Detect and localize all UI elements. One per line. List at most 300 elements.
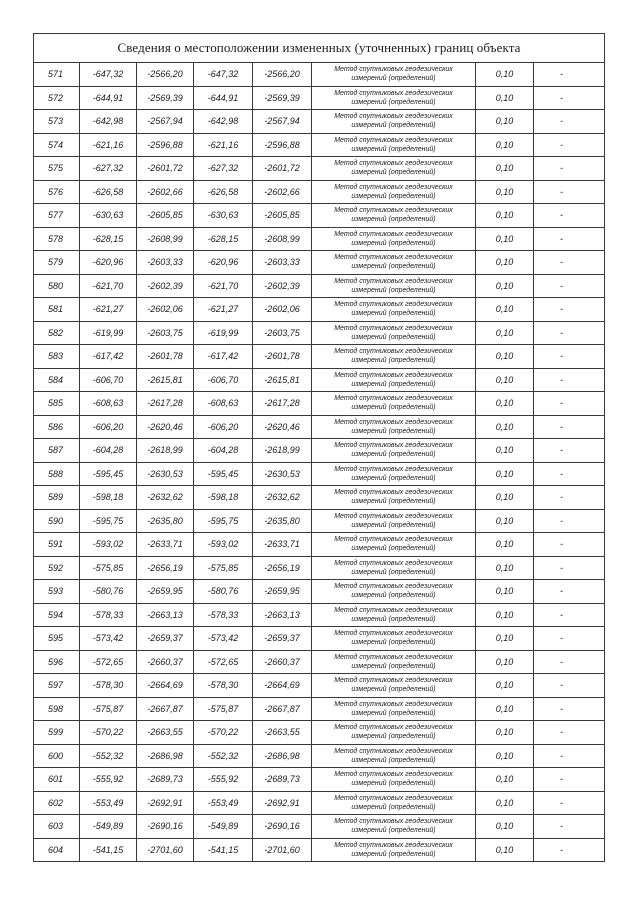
new-x-cell: -621,27 [194, 298, 253, 322]
existing-x-cell: -598,18 [80, 486, 137, 510]
accuracy-cell: 0,10 [476, 721, 534, 745]
new-x-cell: -552,32 [194, 744, 253, 768]
existing-y-cell: -2701,60 [137, 838, 194, 862]
new-x-cell: -595,75 [194, 509, 253, 533]
method-line-1: Метод спутниковых геодезических [334, 583, 453, 591]
point-number-cell: 577 [34, 204, 80, 228]
note-cell: - [534, 768, 605, 792]
method-line-2: измерений (определений) [351, 380, 436, 388]
method-cell [312, 63, 476, 87]
new-y-cell: -2656,19 [253, 556, 312, 580]
accuracy-cell: 0,10 [476, 533, 534, 557]
existing-x-cell: -620,96 [80, 251, 137, 275]
existing-y-cell: -2596,88 [137, 133, 194, 157]
new-y-cell: -2602,06 [253, 298, 312, 322]
existing-y-cell: -2686,98 [137, 744, 194, 768]
existing-y-cell: -2605,85 [137, 204, 194, 228]
accuracy-cell: 0,10 [476, 180, 534, 204]
accuracy-cell: 0,10 [476, 345, 534, 369]
new-x-cell: -606,20 [194, 415, 253, 439]
method-line-1: Метод спутниковых геодезических [334, 465, 453, 473]
method-line-1: Метод спутниковых геодезических [334, 630, 453, 638]
existing-x-cell: -621,27 [80, 298, 137, 322]
point-number-cell: 572 [34, 86, 80, 110]
accuracy-cell: 0,10 [476, 298, 534, 322]
existing-x-cell: -621,16 [80, 133, 137, 157]
method-line-2: измерений (определений) [351, 803, 436, 811]
point-number-cell: 604 [34, 838, 80, 862]
existing-y-cell: -2601,78 [137, 345, 194, 369]
point-number-cell: 599 [34, 721, 80, 745]
note-cell: - [534, 298, 605, 322]
point-number-cell: 575 [34, 157, 80, 181]
existing-x-cell: -619,99 [80, 321, 137, 345]
accuracy-cell: 0,10 [476, 697, 534, 721]
method-cell [312, 321, 476, 345]
existing-y-cell: -2659,37 [137, 627, 194, 651]
accuracy-cell: 0,10 [476, 415, 534, 439]
method-line-2: измерений (определений) [351, 639, 436, 647]
point-number-cell: 583 [34, 345, 80, 369]
existing-x-cell: -647,32 [80, 63, 137, 87]
method-line-2: измерений (определений) [351, 474, 436, 482]
new-y-cell: -2663,13 [253, 603, 312, 627]
method-line-1: Метод спутниковых геодезических [334, 183, 453, 191]
accuracy-cell: 0,10 [476, 627, 534, 651]
existing-x-cell: -572,65 [80, 650, 137, 674]
method-line-2: измерений (определений) [351, 98, 436, 106]
new-y-cell: -2660,37 [253, 650, 312, 674]
new-y-cell: -2596,88 [253, 133, 312, 157]
table-row [34, 556, 605, 580]
method-line-1: Метод спутниковых геодезических [334, 677, 453, 685]
table-row [34, 627, 605, 651]
point-number-cell: 601 [34, 768, 80, 792]
table-row [34, 63, 605, 87]
method-line-2: измерений (определений) [351, 192, 436, 200]
new-x-cell: -647,32 [194, 63, 253, 87]
existing-y-cell: -2633,71 [137, 533, 194, 557]
table-row [34, 415, 605, 439]
method-cell [312, 298, 476, 322]
new-x-cell: -549,89 [194, 815, 253, 839]
existing-x-cell: -606,70 [80, 368, 137, 392]
note-cell: - [534, 133, 605, 157]
existing-y-cell: -2620,46 [137, 415, 194, 439]
existing-y-cell: -2690,16 [137, 815, 194, 839]
existing-y-cell: -2663,55 [137, 721, 194, 745]
accuracy-cell: 0,10 [476, 509, 534, 533]
point-number-cell: 581 [34, 298, 80, 322]
method-cell [312, 345, 476, 369]
table-row [34, 462, 605, 486]
new-x-cell: -575,87 [194, 697, 253, 721]
table-row [34, 321, 605, 345]
document-sheet [33, 33, 604, 862]
method-line-2: измерений (определений) [351, 263, 436, 271]
method-line-1: Метод спутниковых геодезических [334, 66, 453, 74]
note-cell: - [534, 509, 605, 533]
new-x-cell: -598,18 [194, 486, 253, 510]
method-line-2: измерений (определений) [351, 498, 436, 506]
method-line-2: измерений (определений) [351, 662, 436, 670]
existing-y-cell: -2608,99 [137, 227, 194, 251]
method-cell [312, 204, 476, 228]
new-y-cell: -2692,91 [253, 791, 312, 815]
method-line-2: измерений (определений) [351, 850, 436, 858]
accuracy-cell: 0,10 [476, 556, 534, 580]
method-cell [312, 462, 476, 486]
table-body [34, 63, 605, 862]
existing-y-cell: -2617,28 [137, 392, 194, 416]
point-number-cell: 574 [34, 133, 80, 157]
new-y-cell: -2633,71 [253, 533, 312, 557]
note-cell: - [534, 227, 605, 251]
method-line-2: измерений (определений) [351, 310, 436, 318]
accuracy-cell: 0,10 [476, 603, 534, 627]
accuracy-cell: 0,10 [476, 227, 534, 251]
new-x-cell: -627,32 [194, 157, 253, 181]
existing-y-cell: -2603,75 [137, 321, 194, 345]
new-y-cell: -2569,39 [253, 86, 312, 110]
note-cell: - [534, 462, 605, 486]
existing-x-cell: -621,70 [80, 274, 137, 298]
method-line-1: Метод спутниковых геодезических [334, 113, 453, 121]
existing-y-cell: -2689,73 [137, 768, 194, 792]
method-line-1: Метод спутниковых геодезических [334, 254, 453, 262]
accuracy-cell: 0,10 [476, 368, 534, 392]
existing-y-cell: -2602,06 [137, 298, 194, 322]
point-number-cell: 594 [34, 603, 80, 627]
note-cell: - [534, 627, 605, 651]
existing-x-cell: -644,91 [80, 86, 137, 110]
method-cell [312, 768, 476, 792]
existing-x-cell: -642,98 [80, 110, 137, 134]
table-row [34, 251, 605, 275]
new-x-cell: -617,42 [194, 345, 253, 369]
note-cell: - [534, 251, 605, 275]
method-line-1: Метод спутниковых геодезических [334, 536, 453, 544]
method-cell [312, 86, 476, 110]
note-cell: - [534, 533, 605, 557]
point-number-cell: 589 [34, 486, 80, 510]
new-y-cell: -2617,28 [253, 392, 312, 416]
point-number-cell: 598 [34, 697, 80, 721]
method-line-1: Метод спутниковых геодезических [334, 89, 453, 97]
point-number-cell: 591 [34, 533, 80, 557]
existing-x-cell: -608,63 [80, 392, 137, 416]
new-y-cell: -2635,80 [253, 509, 312, 533]
note-cell: - [534, 204, 605, 228]
existing-y-cell: -2635,80 [137, 509, 194, 533]
point-number-cell: 596 [34, 650, 80, 674]
method-cell [312, 509, 476, 533]
method-line-1: Метод спутниковых геодезических [334, 395, 453, 403]
note-cell: - [534, 556, 605, 580]
new-x-cell: -555,92 [194, 768, 253, 792]
method-cell [312, 180, 476, 204]
new-y-cell: -2602,66 [253, 180, 312, 204]
note-cell: - [534, 86, 605, 110]
existing-y-cell: -2601,72 [137, 157, 194, 181]
method-line-1: Метод спутниковых геодезических [334, 700, 453, 708]
new-y-cell: -2605,85 [253, 204, 312, 228]
method-line-1: Метод спутниковых геодезических [334, 489, 453, 497]
boundary-points-table [33, 33, 605, 862]
new-y-cell: -2620,46 [253, 415, 312, 439]
new-x-cell: -626,58 [194, 180, 253, 204]
method-line-1: Метод спутниковых геодезических [334, 653, 453, 661]
method-cell [312, 674, 476, 698]
note-cell: - [534, 838, 605, 862]
accuracy-cell: 0,10 [476, 133, 534, 157]
note-cell: - [534, 345, 605, 369]
accuracy-cell: 0,10 [476, 791, 534, 815]
existing-x-cell: -617,42 [80, 345, 137, 369]
method-line-2: измерений (определений) [351, 427, 436, 435]
note-cell: - [534, 180, 605, 204]
new-y-cell: -2701,60 [253, 838, 312, 862]
accuracy-cell: 0,10 [476, 838, 534, 862]
new-y-cell: -2615,81 [253, 368, 312, 392]
new-y-cell: -2667,87 [253, 697, 312, 721]
table-row [34, 815, 605, 839]
note-cell: - [534, 603, 605, 627]
method-line-2: измерений (определений) [351, 404, 436, 412]
new-x-cell: -630,63 [194, 204, 253, 228]
new-y-cell: -2566,20 [253, 63, 312, 87]
existing-x-cell: -626,58 [80, 180, 137, 204]
new-x-cell: -619,99 [194, 321, 253, 345]
note-cell: - [534, 392, 605, 416]
new-y-cell: -2659,37 [253, 627, 312, 651]
existing-y-cell: -2660,37 [137, 650, 194, 674]
method-cell [312, 744, 476, 768]
new-y-cell: -2689,73 [253, 768, 312, 792]
point-number-cell: 571 [34, 63, 80, 87]
existing-y-cell: -2566,20 [137, 63, 194, 87]
existing-x-cell: -570,22 [80, 721, 137, 745]
existing-y-cell: -2567,94 [137, 110, 194, 134]
table-row [34, 533, 605, 557]
existing-y-cell: -2603,33 [137, 251, 194, 275]
point-number-cell: 603 [34, 815, 80, 839]
method-line-1: Метод спутниковых геодезических [334, 136, 453, 144]
method-cell [312, 439, 476, 463]
point-number-cell: 588 [34, 462, 80, 486]
method-line-1: Метод спутниковых геодезических [334, 559, 453, 567]
note-cell: - [534, 157, 605, 181]
table-row [34, 298, 605, 322]
method-line-2: измерений (определений) [351, 239, 436, 247]
note-cell: - [534, 674, 605, 698]
existing-x-cell: -578,30 [80, 674, 137, 698]
method-line-2: измерений (определений) [351, 145, 436, 153]
table-row [34, 157, 605, 181]
method-cell [312, 533, 476, 557]
table-row [34, 674, 605, 698]
table-row [34, 392, 605, 416]
existing-x-cell: -549,89 [80, 815, 137, 839]
accuracy-cell: 0,10 [476, 204, 534, 228]
existing-x-cell: -555,92 [80, 768, 137, 792]
existing-y-cell: -2659,95 [137, 580, 194, 604]
method-line-2: измерений (определений) [351, 545, 436, 553]
note-cell: - [534, 721, 605, 745]
accuracy-cell: 0,10 [476, 580, 534, 604]
existing-x-cell: -595,75 [80, 509, 137, 533]
new-x-cell: -553,49 [194, 791, 253, 815]
accuracy-cell: 0,10 [476, 486, 534, 510]
existing-y-cell: -2632,62 [137, 486, 194, 510]
existing-y-cell: -2569,39 [137, 86, 194, 110]
table-row [34, 133, 605, 157]
table-row [34, 650, 605, 674]
method-line-2: измерений (определений) [351, 521, 436, 529]
accuracy-cell: 0,10 [476, 321, 534, 345]
existing-y-cell: -2663,13 [137, 603, 194, 627]
new-y-cell: -2603,33 [253, 251, 312, 275]
point-number-cell: 592 [34, 556, 80, 580]
method-line-2: измерений (определений) [351, 592, 436, 600]
note-cell: - [534, 110, 605, 134]
table-row [34, 791, 605, 815]
method-line-2: измерений (определений) [351, 75, 436, 83]
new-y-cell: -2608,99 [253, 227, 312, 251]
method-line-2: измерений (определений) [351, 451, 436, 459]
table-title: Сведения о местоположении измененных (уточненных) границ объекта [34, 34, 605, 63]
existing-x-cell: -595,45 [80, 462, 137, 486]
table-row [34, 697, 605, 721]
point-number-cell: 584 [34, 368, 80, 392]
existing-x-cell: -630,63 [80, 204, 137, 228]
point-number-cell: 593 [34, 580, 80, 604]
new-x-cell: -593,02 [194, 533, 253, 557]
existing-y-cell: -2664,69 [137, 674, 194, 698]
existing-x-cell: -552,32 [80, 744, 137, 768]
method-cell [312, 580, 476, 604]
point-number-cell: 595 [34, 627, 80, 651]
existing-x-cell: -575,85 [80, 556, 137, 580]
new-x-cell: -620,96 [194, 251, 253, 275]
method-line-2: измерений (определений) [351, 709, 436, 717]
new-y-cell: -2686,98 [253, 744, 312, 768]
existing-y-cell: -2602,66 [137, 180, 194, 204]
point-number-cell: 602 [34, 791, 80, 815]
new-x-cell: -578,33 [194, 603, 253, 627]
method-cell [312, 274, 476, 298]
table-row [34, 227, 605, 251]
method-line-2: измерений (определений) [351, 733, 436, 741]
method-line-1: Метод спутниковых геодезических [334, 512, 453, 520]
point-number-cell: 576 [34, 180, 80, 204]
table-row [34, 345, 605, 369]
new-x-cell: -572,65 [194, 650, 253, 674]
method-line-2: измерений (определений) [351, 827, 436, 835]
new-y-cell: -2664,69 [253, 674, 312, 698]
existing-x-cell: -604,28 [80, 439, 137, 463]
method-cell [312, 133, 476, 157]
method-line-2: измерений (определений) [351, 333, 436, 341]
method-line-1: Метод спутниковых геодезических [334, 207, 453, 215]
table-row [34, 838, 605, 862]
new-y-cell: -2690,16 [253, 815, 312, 839]
table-row [34, 768, 605, 792]
method-line-1: Метод спутниковых геодезических [334, 230, 453, 238]
method-cell [312, 157, 476, 181]
new-x-cell: -621,16 [194, 133, 253, 157]
accuracy-cell: 0,10 [476, 674, 534, 698]
method-line-1: Метод спутниковых геодезических [334, 724, 453, 732]
point-number-cell: 573 [34, 110, 80, 134]
note-cell: - [534, 368, 605, 392]
method-cell [312, 791, 476, 815]
method-line-1: Метод спутниковых геодезических [334, 418, 453, 426]
existing-x-cell: -573,42 [80, 627, 137, 651]
method-line-2: измерений (определений) [351, 122, 436, 130]
accuracy-cell: 0,10 [476, 110, 534, 134]
method-cell [312, 815, 476, 839]
table-row [34, 274, 605, 298]
accuracy-cell: 0,10 [476, 768, 534, 792]
new-x-cell: -642,98 [194, 110, 253, 134]
existing-x-cell: -575,87 [80, 697, 137, 721]
method-cell [312, 627, 476, 651]
new-x-cell: -621,70 [194, 274, 253, 298]
table-row [34, 368, 605, 392]
note-cell: - [534, 274, 605, 298]
accuracy-cell: 0,10 [476, 439, 534, 463]
new-y-cell: -2601,78 [253, 345, 312, 369]
point-number-cell: 578 [34, 227, 80, 251]
point-number-cell: 586 [34, 415, 80, 439]
existing-x-cell: -580,76 [80, 580, 137, 604]
method-cell [312, 556, 476, 580]
method-line-1: Метод спутниковых геодезических [334, 324, 453, 332]
table-row [34, 486, 605, 510]
table-row [34, 509, 605, 533]
existing-x-cell: -627,32 [80, 157, 137, 181]
new-x-cell: -573,42 [194, 627, 253, 651]
method-cell [312, 392, 476, 416]
existing-x-cell: -541,15 [80, 838, 137, 862]
method-line-1: Метод спутниковых геодезических [334, 771, 453, 779]
existing-x-cell: -553,49 [80, 791, 137, 815]
point-number-cell: 590 [34, 509, 80, 533]
method-cell [312, 721, 476, 745]
accuracy-cell: 0,10 [476, 815, 534, 839]
method-cell [312, 368, 476, 392]
note-cell: - [534, 439, 605, 463]
new-y-cell: -2601,72 [253, 157, 312, 181]
new-y-cell: -2630,53 [253, 462, 312, 486]
note-cell: - [534, 815, 605, 839]
point-number-cell: 585 [34, 392, 80, 416]
new-y-cell: -2603,75 [253, 321, 312, 345]
accuracy-cell: 0,10 [476, 462, 534, 486]
method-line-2: измерений (определений) [351, 357, 436, 365]
table-row [34, 439, 605, 463]
method-line-2: измерений (определений) [351, 286, 436, 294]
method-cell [312, 227, 476, 251]
point-number-cell: 582 [34, 321, 80, 345]
existing-x-cell: -593,02 [80, 533, 137, 557]
new-y-cell: -2567,94 [253, 110, 312, 134]
method-line-1: Метод спутниковых геодезических [334, 277, 453, 285]
accuracy-cell: 0,10 [476, 63, 534, 87]
existing-x-cell: -606,20 [80, 415, 137, 439]
new-y-cell: -2602,39 [253, 274, 312, 298]
